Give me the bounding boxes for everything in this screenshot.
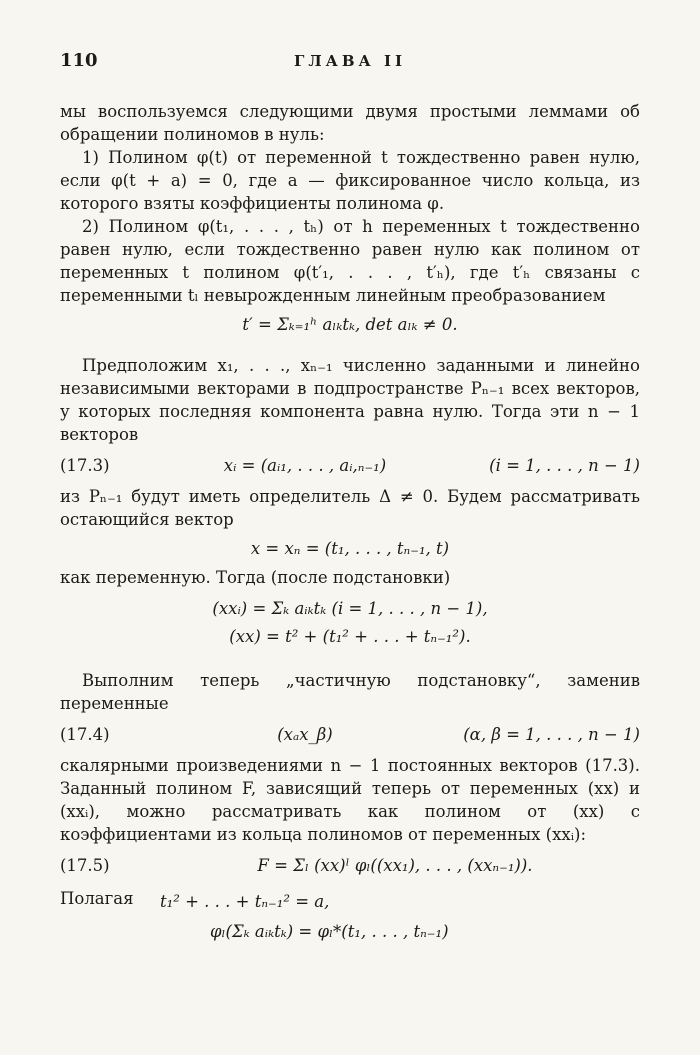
- paragraph-scalar-products: скалярными произведениями n − 1 постоянных векторов (17.3). Заданный полином F, зависящий теперь от переменных (xx) и (xxᵢ), можно рассматривать как полином от (xx) с коэффициентами из кольца полиномов от переменных (xxᵢ):: [60, 756, 640, 844]
- formula-substitution: [60, 595, 640, 651]
- paragraph-suppose: Предположим x₁, . . ., xₙ₋₁ численно заданными и линейно независимыми векторами в подпространстве Pₙ₋₁ всех векторов, у которых последняя компонента равна нулю. Тогда эти n − 1 векторов: [60, 356, 640, 444]
- paragraph-variable: как переменную. Тогда (после подстановки): [60, 568, 451, 587]
- formula-line: t₁² + . . . + tₙ₋₁² = a,: [160, 892, 330, 911]
- page-number: 110: [60, 50, 98, 71]
- formula-line: φₗ(Σₖ aᵢₖtₖ) = φₗ*(t₁, . . . , tₙ₋₁): [210, 922, 449, 941]
- page-header: [60, 50, 640, 80]
- paragraph-setting: [60, 887, 640, 947]
- equation-body: (xₐx_β): [277, 725, 333, 744]
- equation-number: (17.5): [60, 856, 110, 875]
- equation-17-3: [60, 454, 640, 477]
- lemma-1: 1) Полином φ(t) от переменной t тождественно равен нулю, если φ(t + a) = 0, где a — фиксированное число кольца, из которого взяты коэффициенты полинома φ.: [60, 148, 640, 213]
- equation-17-4: [60, 723, 640, 746]
- page-body: [60, 100, 640, 947]
- equation-range: (α, β = 1, . . . , n − 1): [463, 725, 640, 744]
- equation-number: (17.3): [60, 456, 110, 475]
- formula-vector-x: x = xₙ = (t₁, . . . , tₙ₋₁, t): [250, 539, 450, 558]
- lemma-2: 2) Полином φ(t₁, . . . , tₕ) от h переменных t тождественно равен нулю, если тождественно равен нулю как полином от переменных t полином φ(t′₁, . . . , t′ₕ), где t′ₕ связаны с переменными tₗ невырожденным линейным преобразованием: [60, 217, 640, 305]
- paragraph-partial-substitution: Выполним теперь „частичную подстановку“, заменив переменные: [60, 671, 640, 713]
- paragraph-determinant: из Pₙ₋₁ будут иметь определитель Δ ≠ 0. Будем рассматривать остающийся вектор: [60, 487, 640, 529]
- paragraph-intro: мы воспользуемся следующими двумя простыми леммами об обращении полиномов в нуль:: [60, 102, 640, 144]
- formula-line: (xxᵢ) = Σₖ aᵢₖtₖ (i = 1, . . . , n − 1),: [212, 599, 488, 618]
- setting-lead: Полагая: [60, 889, 134, 908]
- equation-body: F = Σₗ (xx)ˡ φₗ((xx₁), . . . , (xxₙ₋₁)).: [257, 856, 533, 875]
- equation-number: (17.4): [60, 725, 110, 744]
- setting-formulas: [160, 887, 640, 947]
- equation-body: xᵢ = (aᵢ₁, . . . , aᵢ,ₙ₋₁): [223, 456, 387, 475]
- formula-line: (xx) = t² + (t₁² + . . . + tₙ₋₁²).: [229, 627, 471, 646]
- formula-linear-transform: t′ = Σₖ₌₁ʰ aₗₖtₖ, det aₗₖ ≠ 0.: [242, 315, 458, 334]
- equation-17-5: [60, 854, 640, 877]
- running-title: ГЛАВА II: [294, 52, 406, 70]
- equation-range: (i = 1, . . . , n − 1): [489, 456, 640, 475]
